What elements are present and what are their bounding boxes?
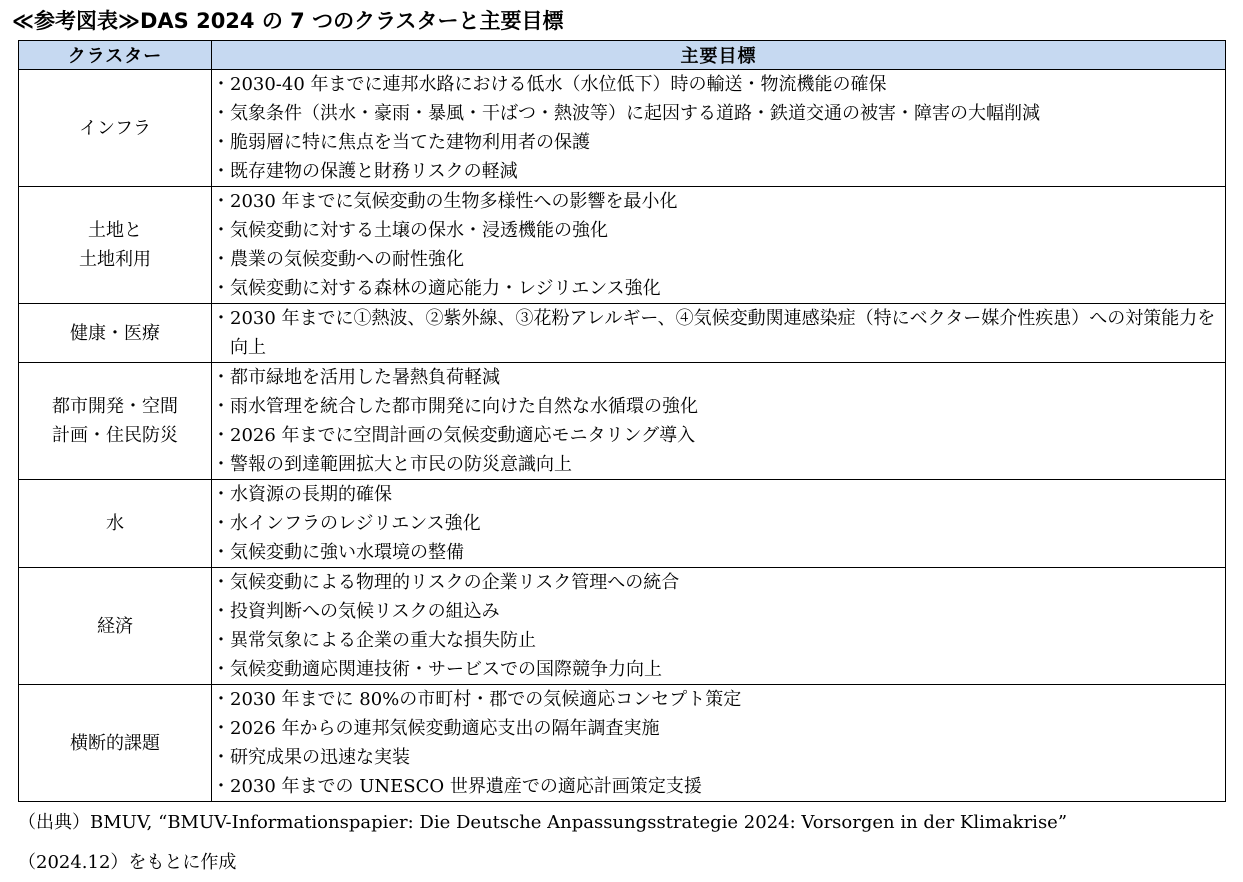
goal-text: 2030 年までに気候変動の生物多様性への影響を最小化 bbox=[230, 191, 678, 212]
goal-text: 雨水管理を統合した都市開発に向けた自然な水循環の強化 bbox=[230, 396, 698, 417]
cluster-name-line2: 土地利用 bbox=[79, 249, 151, 270]
cluster-name: 横断的課題 bbox=[70, 732, 160, 754]
bullet: ・ bbox=[212, 689, 230, 710]
goal-text: 警報の到達範囲拡大と市民の防災意識向上 bbox=[230, 454, 572, 475]
cluster-name: 健康・医療 bbox=[70, 322, 160, 344]
goal-text: 既存建物の保護と財務リスクの軽減 bbox=[230, 161, 518, 182]
goal-item bbox=[212, 128, 1225, 157]
goals-cell bbox=[212, 363, 1226, 480]
source-citation: （出典）BMUV, “BMUV-Informationspapier: Die Deutsche Anpassungsstrategie 2024: Vorsorgen in der Klimakrise” bbox=[18, 812, 1068, 833]
goal-text: 2030-40 年までに連邦水路における低水（水位低下）時の輸送・物流機能の確保 bbox=[230, 74, 887, 95]
bullet: ・ bbox=[212, 220, 230, 241]
goal-item bbox=[212, 480, 1225, 509]
goal-item bbox=[212, 421, 1225, 450]
goal-item bbox=[212, 743, 1225, 772]
goal-item bbox=[212, 392, 1225, 421]
table-row bbox=[19, 70, 1226, 187]
goal-text: 投資判断への気候リスクの組込み bbox=[230, 601, 500, 622]
goal-text: 都市緑地を活用した暑熱負荷軽減 bbox=[230, 367, 500, 388]
cluster-cell bbox=[19, 70, 212, 187]
bullet: ・ bbox=[212, 278, 230, 299]
goal-item bbox=[212, 274, 1225, 303]
goals-cell bbox=[212, 304, 1226, 363]
bullet: ・ bbox=[212, 191, 230, 212]
goal-item bbox=[212, 363, 1225, 392]
header-cluster: クラスター bbox=[19, 41, 212, 70]
bullet: ・ bbox=[212, 367, 230, 388]
goal-item bbox=[212, 714, 1225, 743]
table-row bbox=[19, 304, 1226, 363]
goal-item bbox=[212, 509, 1225, 538]
bullet: ・ bbox=[212, 747, 230, 768]
goal-text: 水資源の長期的確保 bbox=[230, 484, 392, 505]
header-goals: 主要目標 bbox=[212, 41, 1226, 70]
goal-item bbox=[212, 450, 1225, 479]
cluster-name-line2: 計画・住民防災 bbox=[52, 425, 178, 446]
goal-text: 農業の気候変動への耐性強化 bbox=[230, 249, 464, 270]
bullet: ・ bbox=[212, 161, 230, 182]
source-note bbox=[18, 808, 1067, 878]
bullet: ・ bbox=[212, 74, 230, 95]
page-title: ≪参考図表≫DAS 2024 の 7 つのクラスターと主要目標 bbox=[12, 9, 564, 33]
goals-cell bbox=[212, 70, 1226, 187]
goal-text: 気候変動による物理的リスクの企業リスク管理への統合 bbox=[230, 572, 680, 593]
table-row bbox=[19, 685, 1226, 802]
cluster-cell bbox=[19, 685, 212, 802]
cluster-cell bbox=[19, 480, 212, 568]
cluster-cell bbox=[19, 568, 212, 685]
table-header-row bbox=[19, 41, 1226, 70]
goal-text: 気候変動に強い水環境の整備 bbox=[230, 542, 464, 563]
cluster-name: 水 bbox=[106, 513, 124, 534]
bullet: ・ bbox=[212, 396, 230, 417]
goal-text: 水インフラのレジリエンス強化 bbox=[230, 513, 481, 534]
goals-cell bbox=[212, 480, 1226, 568]
bullet: ・ bbox=[212, 718, 230, 739]
goal-text: 脆弱層に特に焦点を当てた建物利用者の保護 bbox=[230, 132, 590, 153]
goal-item bbox=[212, 99, 1225, 128]
goal-item bbox=[212, 70, 1225, 99]
goal-text: 2030 年までに 80%の市町村・郡での気候適応コンセプト策定 bbox=[230, 689, 742, 710]
goal-item bbox=[212, 216, 1225, 245]
goal-item bbox=[212, 187, 1225, 216]
table-row bbox=[19, 568, 1226, 685]
goal-text: 気候変動適応関連技術・サービスでの国際競争力向上 bbox=[230, 659, 662, 680]
cluster-cell bbox=[19, 304, 212, 363]
bullet: ・ bbox=[212, 103, 230, 124]
goal-item bbox=[212, 772, 1225, 801]
cluster-goals-table bbox=[18, 40, 1226, 802]
goals-cell bbox=[212, 187, 1226, 304]
bullet: ・ bbox=[212, 542, 230, 563]
goals-cell bbox=[212, 685, 1226, 802]
goal-item bbox=[212, 538, 1225, 567]
table-row bbox=[19, 363, 1226, 480]
cluster-cell bbox=[19, 187, 212, 304]
bullet: ・ bbox=[212, 132, 230, 153]
goal-text: 研究成果の迅速な実装 bbox=[230, 747, 410, 768]
cluster-name-line1: 都市開発・空間 bbox=[52, 396, 178, 417]
table-row bbox=[19, 187, 1226, 304]
cluster-name: インフラ bbox=[79, 117, 151, 139]
goal-item bbox=[212, 685, 1225, 714]
goals-cell bbox=[212, 568, 1226, 685]
bullet: ・ bbox=[212, 484, 230, 505]
goal-item bbox=[212, 304, 1225, 362]
bullet: ・ bbox=[212, 249, 230, 270]
bullet: ・ bbox=[212, 308, 230, 329]
goal-text: 2030 年までに①熱波、②紫外線、③花粉アレルギー、④気候変動関連感染症（特にベクター媒介性疾患）への対策能力を向上 bbox=[230, 308, 1216, 358]
bullet: ・ bbox=[212, 454, 230, 475]
bullet: ・ bbox=[212, 630, 230, 651]
goal-text: 気候変動に対する土壌の保水・浸透機能の強化 bbox=[230, 220, 608, 241]
cluster-name-line1: 土地と bbox=[88, 220, 142, 241]
goal-item bbox=[212, 626, 1225, 655]
goal-text: 異常気象による企業の重大な損失防止 bbox=[230, 630, 536, 651]
goal-item bbox=[212, 597, 1225, 626]
goal-text: 2030 年までの UNESCO 世界遺産での適応計画策定支援 bbox=[230, 776, 702, 797]
bullet: ・ bbox=[212, 513, 230, 534]
table-row bbox=[19, 480, 1226, 568]
bullet: ・ bbox=[212, 425, 230, 446]
bullet: ・ bbox=[212, 572, 230, 593]
goal-item bbox=[212, 157, 1225, 186]
goal-text: 気候変動に対する森林の適応能力・レジリエンス強化 bbox=[230, 278, 661, 299]
goal-text: 2026 年からの連邦気候変動適応支出の隔年調査実施 bbox=[230, 718, 660, 739]
goal-item bbox=[212, 568, 1225, 597]
goal-text: 気象条件（洪水・豪雨・暴風・干ばつ・熱波等）に起因する道路・鉄道交通の被害・障害の大幅削減 bbox=[230, 103, 1040, 124]
goal-item bbox=[212, 655, 1225, 684]
bullet: ・ bbox=[212, 659, 230, 680]
goal-text: 2026 年までに空間計画の気候変動適応モニタリング導入 bbox=[230, 425, 696, 446]
cluster-cell bbox=[19, 363, 212, 480]
goal-item bbox=[212, 245, 1225, 274]
bullet: ・ bbox=[212, 601, 230, 622]
bullet: ・ bbox=[212, 776, 230, 797]
cluster-name: 経済 bbox=[97, 615, 133, 637]
source-date: （2024.12）をもとに作成 bbox=[18, 852, 237, 873]
